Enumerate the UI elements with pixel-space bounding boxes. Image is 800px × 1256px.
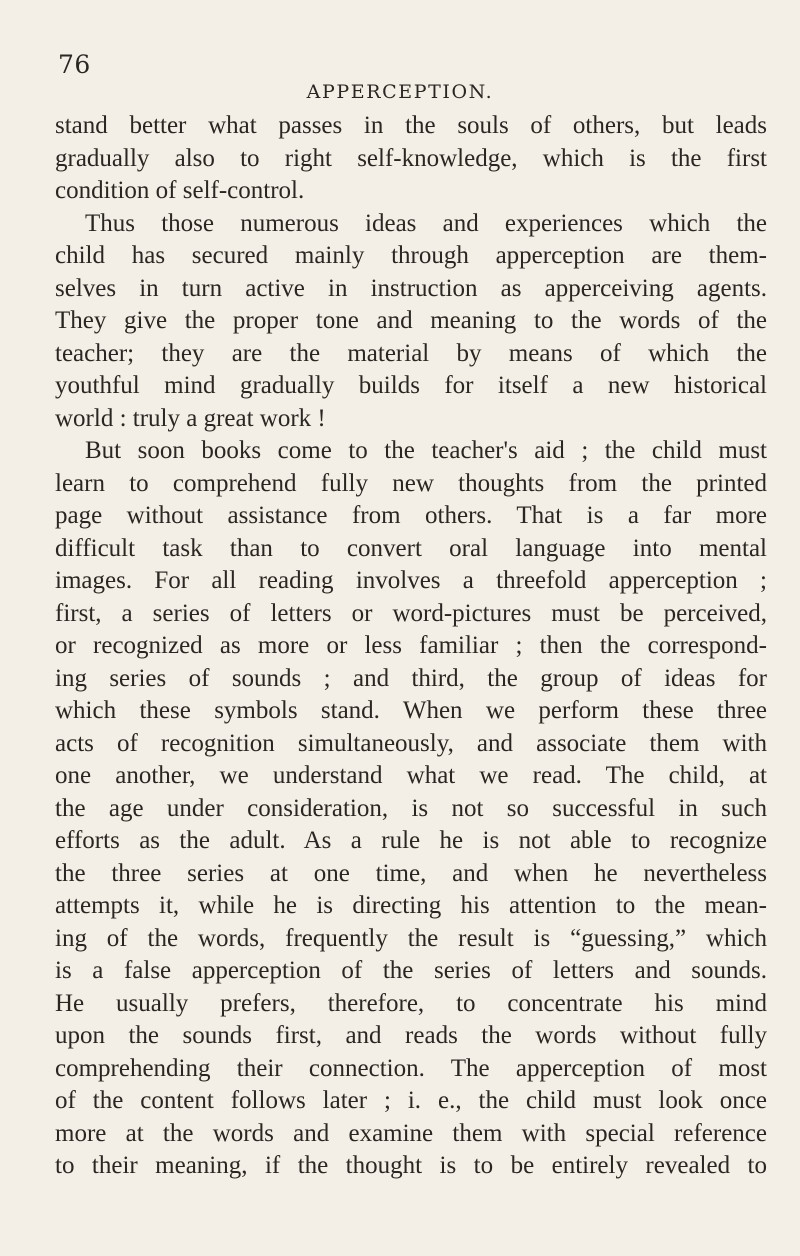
text-line: They give the proper tone and meaning to the words of the xyxy=(55,307,767,334)
text-line: world : truly a great work ! xyxy=(55,404,326,432)
text-line: difficult task than to convert oral language into mental xyxy=(55,534,767,562)
text-line: page without assistance from others. That is a far more xyxy=(55,502,767,529)
page-number: 76 xyxy=(58,50,91,79)
text-line: the age under consideration, is not so successful in such xyxy=(55,794,767,822)
text-line: learn to comprehend fully new thoughts from the printed xyxy=(55,469,767,497)
text-line: teacher; they are the material by means of which the xyxy=(55,339,767,367)
text-line: to their meaning, if the thought is to be entirely revealed to xyxy=(55,1152,767,1179)
text-line: stand better what passes in the souls of others, but leads xyxy=(55,112,767,139)
text-line: attempts it, while he is directing his attention to the mean- xyxy=(55,892,767,919)
text-line: first, a series of letters or word-pictures must be perceived, xyxy=(55,599,767,627)
body-text xyxy=(55,110,767,1183)
text-line: one another, we understand what we read. The child, at xyxy=(55,762,767,789)
text-line: acts of recognition simultaneously, and associate them with xyxy=(55,729,767,757)
text-line: images. For all reading involves a threefold apperception ; xyxy=(55,567,767,594)
text-line: ing series of sounds ; and third, the group of ideas for xyxy=(55,664,767,692)
text-line: child has secured mainly through apperception are them- xyxy=(55,242,767,269)
text-line: Thus those numerous ideas and experiences which the xyxy=(85,209,767,237)
running-title: APPERCEPTION. xyxy=(306,81,494,103)
text-line: efforts as the adult. As a rule he is not able to recognize xyxy=(55,827,767,854)
text-line: condition of self-control. xyxy=(55,177,305,204)
text-line: or recognized as more or less familiar ; then the correspond- xyxy=(55,632,767,659)
text-line: the three series at one time, and when he nevertheless xyxy=(55,859,767,887)
text-line: of the content follows later ; i. e., the child must look once xyxy=(55,1087,767,1114)
text-line: which these symbols stand. When we perform these three xyxy=(55,697,767,724)
text-line: youthful mind gradually builds for itself a new historical xyxy=(55,372,767,399)
text-line: comprehending their connection. The apperception of most xyxy=(55,1054,767,1082)
text-line: more at the words and examine them with special reference xyxy=(55,1119,767,1147)
text-line: selves in turn active in instruction as apperceiving agents. xyxy=(55,274,767,302)
text-line: upon the sounds first, and reads the words without fully xyxy=(55,1022,767,1049)
text-line: But soon books come to the teacher's aid ; the child must xyxy=(85,437,767,464)
text-line: He usually prefers, therefore, to concentrate his mind xyxy=(55,989,767,1017)
text-line: ing of the words, frequently the result is “guessing,” which xyxy=(55,924,767,952)
text-line: is a false apperception of the series of letters and sounds. xyxy=(55,957,767,984)
text-line: gradually also to right self-knowledge, which is the first xyxy=(55,144,767,172)
